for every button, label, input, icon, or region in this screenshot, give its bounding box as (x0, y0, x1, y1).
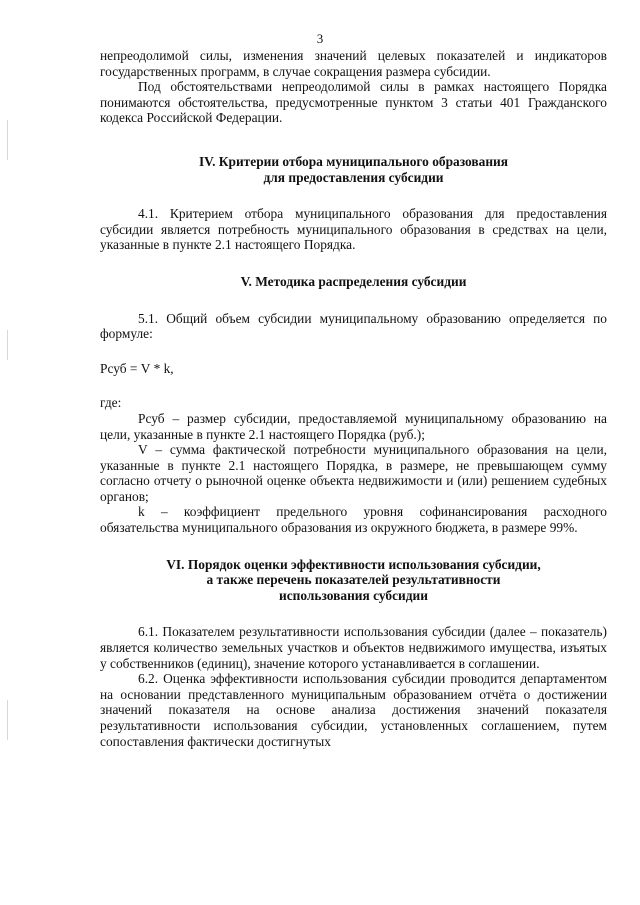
document-body (100, 48, 607, 749)
paragraph-5-1: 5.1. Общий объем субсидии муниципальному образованию определяется по формуле: (100, 310, 607, 342)
formula: Рсуб = V * k, (100, 360, 174, 376)
definition-k: k – коэффициент предельного уровня софинансирования расходного обязательства муниципального образования из окружного бюджета, в размере 99%. (100, 504, 607, 536)
section-5-heading: V. Методика распределения субсидии (240, 273, 467, 289)
scan-edge-mark (7, 700, 8, 740)
paragraph-4-1: 4.1. Критерием отбора муниципального образования для предоставления субсидии является потребность муниципального образования в средствах на цели, указанные в пункте 2.1 настоящего Порядка. (100, 206, 607, 253)
section-6-heading-line-2: а также перечень показателей результативности (206, 572, 501, 588)
paragraph-continuation: непреодолимой силы, изменения значений целевых показателей и индикаторов государственных программ, в случае сокращения размера субсидии. (100, 48, 607, 79)
paragraph-6-2: 6.2. Оценка эффективности использования субсидии проводится департаментом на основании представленного муниципальным образованием отчёта о достижении значений показателя на основе анализа достижения значений показателя результативности использования субсидии, установленных соглашением, путем сопоставления фактически достигнутых (100, 671, 607, 749)
scan-edge-mark (7, 120, 8, 160)
section-4-heading-line-2: для предоставления субсидии (263, 169, 444, 185)
scan-edge-mark (7, 330, 8, 360)
section-6-heading-line-1: VI. Порядок оценки эффективности использования субсидии, (166, 556, 541, 572)
section-6-heading-line-3: использования субсидии (279, 587, 428, 603)
section-4-heading-line-1: IV. Критерии отбора муниципального образования (198, 153, 509, 169)
paragraph-6-1: 6.1. Показателем результативности использования субсидии (далее – показатель) является количество земельных участков и объектов недвижимого имущества, изъятых у собственников (единиц), значение которого устанавливается в соглашении. (100, 624, 607, 671)
page-number: 3 (316, 31, 324, 46)
paragraph-where: где: (100, 395, 122, 411)
definition-p-sub: Рсуб – размер субсидии, предоставляемой муниципальному образованию на цели, указанные в пункте 2.1 настоящего Порядка (руб.); (100, 410, 607, 442)
definition-v: V – сумма фактической потребности муниципального образования на цели, указанные в пункте 2.1 настоящего Порядка, в размере, не превышающем сумму согласно отчету о рыночной оценке объекта недвижимости и (или) решением судебных органов; (100, 442, 607, 504)
paragraph-force-majeure: Под обстоятельствами непреодолимой силы в рамках настоящего Порядка понимаются обстоятельства, предусмотренные пунктом 3 статьи 401 Гражданского кодекса Российской Федерации. (100, 79, 607, 126)
